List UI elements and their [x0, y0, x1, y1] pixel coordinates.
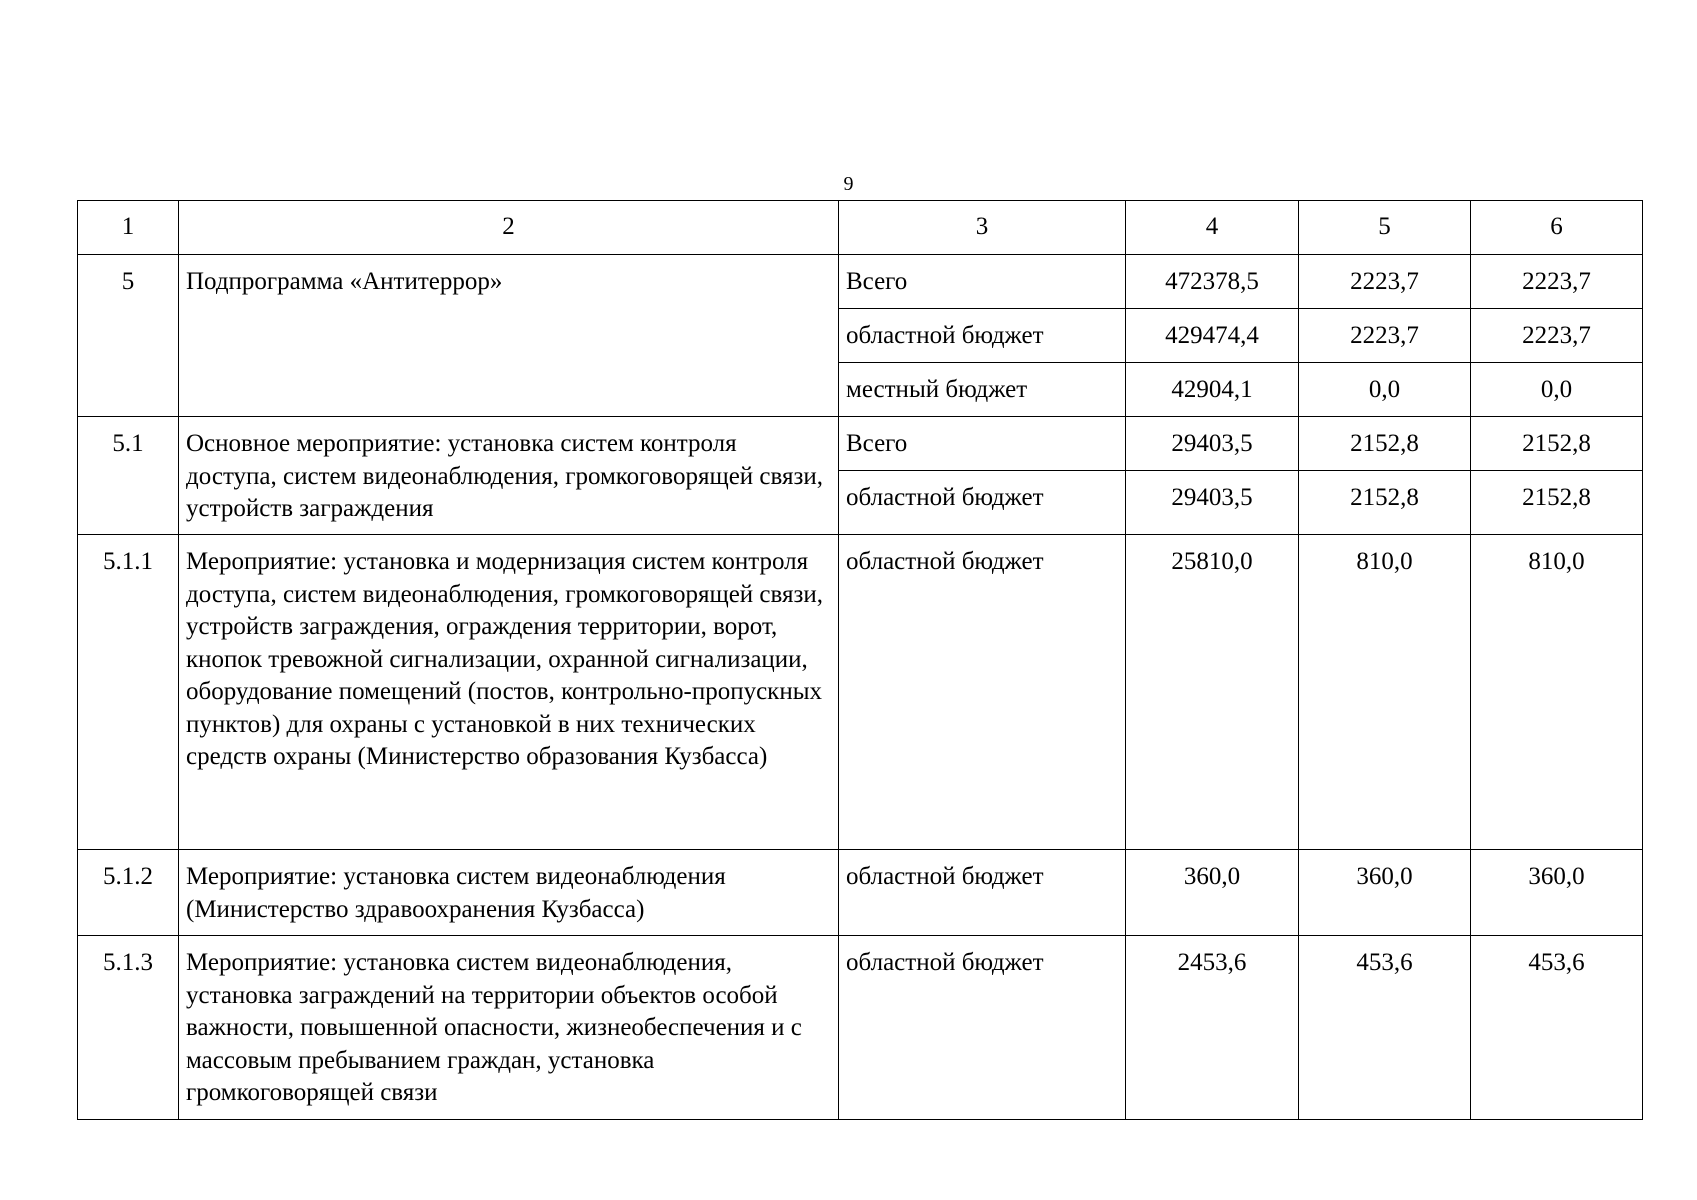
value-col6: 360,0 — [1471, 850, 1643, 936]
table-row — [78, 417, 1643, 471]
row-name: Основное мероприятие: установка систем контроля доступа, систем видеонаблюдения, громкоговорящей связи, устройств заграждения — [179, 417, 839, 535]
value-col6: 2152,8 — [1471, 471, 1643, 535]
value-col5: 360,0 — [1299, 850, 1471, 936]
value-col4: 472378,5 — [1126, 255, 1299, 309]
table-header-row — [78, 201, 1643, 255]
page-number: 9 — [843, 173, 854, 195]
value-col4: 429474,4 — [1126, 309, 1299, 363]
funding-source: областной бюджет — [839, 936, 1126, 1120]
header-cell: 1 — [78, 201, 179, 255]
funding-source: Всего — [839, 255, 1126, 309]
header-cell: 2 — [179, 201, 839, 255]
funding-source: местный бюджет — [839, 363, 1126, 417]
value-col5: 810,0 — [1299, 535, 1471, 850]
value-col6: 2223,7 — [1471, 309, 1643, 363]
row-number: 5.1.3 — [78, 936, 179, 1120]
row-number: 5.1.1 — [78, 535, 179, 850]
value-col4: 29403,5 — [1126, 471, 1299, 535]
header-cell: 4 — [1126, 201, 1299, 255]
value-col4: 25810,0 — [1126, 535, 1299, 850]
table-row — [78, 936, 1643, 1120]
value-col4: 29403,5 — [1126, 417, 1299, 471]
value-col5: 2223,7 — [1299, 255, 1471, 309]
funding-source: областной бюджет — [839, 471, 1126, 535]
funding-source: областной бюджет — [839, 309, 1126, 363]
value-col5: 2152,8 — [1299, 417, 1471, 471]
budget-table — [77, 200, 1643, 1120]
value-col5: 453,6 — [1299, 936, 1471, 1120]
value-col6: 810,0 — [1471, 535, 1643, 850]
value-col4: 42904,1 — [1126, 363, 1299, 417]
value-col6: 0,0 — [1471, 363, 1643, 417]
row-name: Подпрограмма «Антитеррор» — [179, 255, 839, 417]
row-name: Мероприятие: установка и модернизация систем контроля доступа, систем видеонаблюдения, громкоговорящей связи, устройств заграждения, ограждения территории, ворот, кнопок тревожной сигнализации, охранной сигнализации, оборудование помещений (постов, контрольно-пропускных пунктов) для охраны с установкой в них технических средств охраны (Министерство образования Кузбасса) — [179, 535, 839, 850]
row-number: 5.1.2 — [78, 850, 179, 936]
funding-source: Всего — [839, 417, 1126, 471]
row-number: 5.1 — [78, 417, 179, 535]
value-col4: 360,0 — [1126, 850, 1299, 936]
value-col5: 2152,8 — [1299, 471, 1471, 535]
value-col4: 2453,6 — [1126, 936, 1299, 1120]
funding-source: областной бюджет — [839, 535, 1126, 850]
value-col6: 2223,7 — [1471, 255, 1643, 309]
table-row — [78, 535, 1643, 850]
row-name: Мероприятие: установка систем видеонаблюдения, установка заграждений на территории объектов особой важности, повышенной опасности, жизнеобеспечения и с массовым пребыванием граждан, установка громкоговорящей связи — [179, 936, 839, 1120]
table-row — [78, 850, 1643, 936]
value-col5: 0,0 — [1299, 363, 1471, 417]
funding-source: областной бюджет — [839, 850, 1126, 936]
header-cell: 3 — [839, 201, 1126, 255]
table-row — [78, 255, 1643, 309]
row-number: 5 — [78, 255, 179, 417]
value-col6: 2152,8 — [1471, 417, 1643, 471]
header-cell: 5 — [1299, 201, 1471, 255]
row-name: Мероприятие: установка систем видеонаблюдения (Министерство здравоохранения Кузбасса) — [179, 850, 839, 936]
value-col6: 453,6 — [1471, 936, 1643, 1120]
header-cell: 6 — [1471, 201, 1643, 255]
value-col5: 2223,7 — [1299, 309, 1471, 363]
